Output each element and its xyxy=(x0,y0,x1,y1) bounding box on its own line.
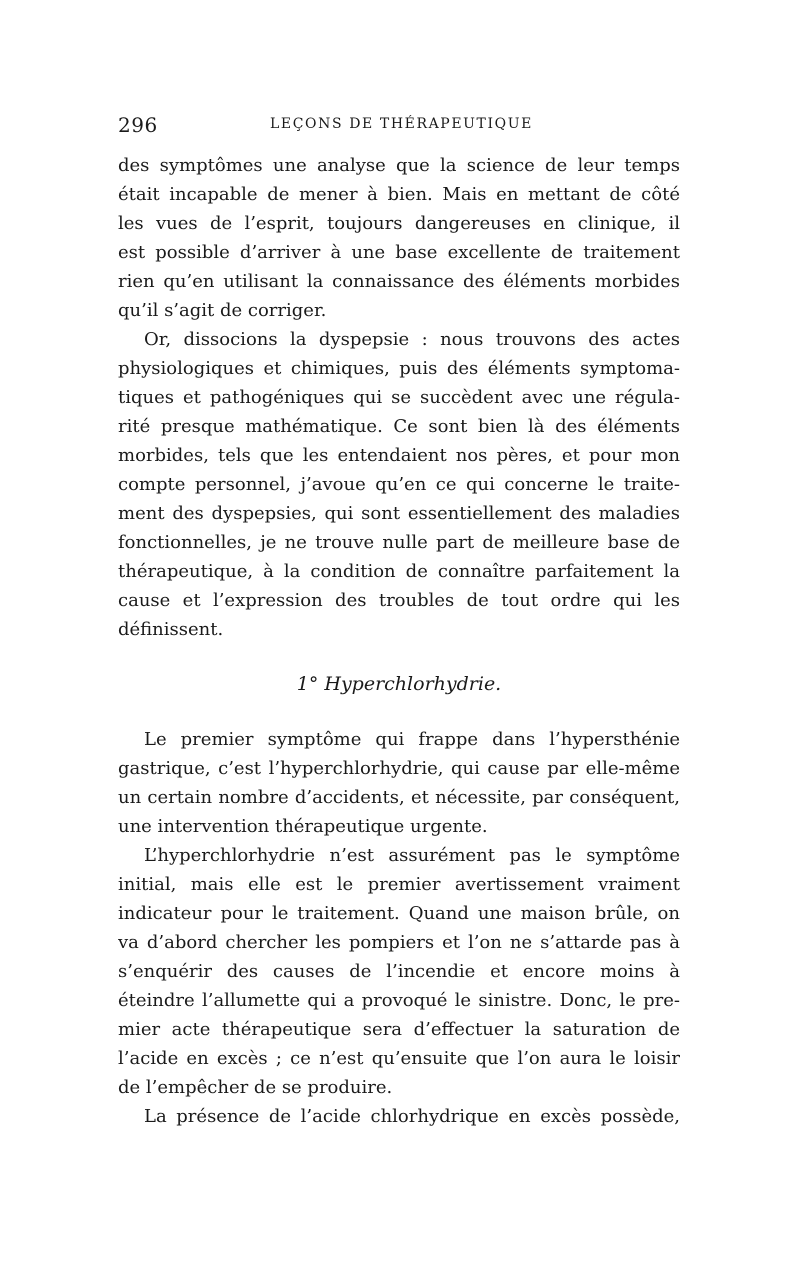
text-line: les vues de l’esprit, toujours dangereuses en clinique, il xyxy=(118,213,680,234)
text-line: compte personnel, j’avoue qu’en ce qui concerne le traite- xyxy=(118,474,680,495)
text-line: La présence de l’acide chlorhydrique en excès possède, xyxy=(144,1106,680,1127)
text-line: était incapable de mener à bien. Mais en mettant de côté xyxy=(118,184,680,205)
text-line: morbides, tels que les entendaient nos pères, et pour mon xyxy=(118,445,680,466)
text-line: Or, dissocions la dyspepsie : nous trouvons des actes xyxy=(144,329,680,350)
text-line: des symptômes une analyse que la science de leur temps xyxy=(118,155,680,176)
text-line: un certain nombre d’accidents, et nécessite, par conséquent, xyxy=(118,787,680,808)
text-line: ment des dyspepsies, qui sont essentiellement des maladies xyxy=(118,503,680,524)
paragraph xyxy=(118,1102,680,1131)
text-line: rien qu’en utilisant la connaissance des éléments morbides xyxy=(118,271,680,292)
paragraph xyxy=(118,325,680,644)
text-line: fonctionnelles, je ne trouve nulle part de meilleure base de xyxy=(118,532,680,553)
text-line: va d’abord chercher les pompiers et l’on ne s’attarde pas à xyxy=(118,932,680,953)
text-line: initial, mais elle est le premier avertissement vraiment xyxy=(118,874,680,895)
running-title: LEÇONS DE THÉRAPEUTIQUE xyxy=(270,116,533,132)
text-line: est possible d’arriver à une base excellente de traitement xyxy=(118,242,680,263)
page-number: 296 xyxy=(118,113,158,137)
text-line: rité presque mathématique. Ce sont bien là des éléments xyxy=(118,416,680,437)
body-text xyxy=(118,151,680,1131)
text-line: tiques et pathogéniques qui se succèdent avec une régula- xyxy=(118,387,680,408)
text-line: Le premier symptôme qui frappe dans l’hypersthénie xyxy=(144,729,680,750)
text-line: qu’il s’agit de corriger. xyxy=(118,300,327,321)
text-line: mier acte thérapeutique sera d’effectuer la saturation de xyxy=(118,1019,680,1040)
text-line: définissent. xyxy=(118,619,224,640)
text-line: de l’empêcher de se produire. xyxy=(118,1077,393,1098)
text-line: s’enquérir des causes de l’incendie et encore moins à xyxy=(118,961,680,982)
text-line: L’hyperchlorhydrie n’est assurément pas le symptôme xyxy=(144,845,680,866)
text-line: cause et l’expression des troubles de tout ordre qui les xyxy=(118,590,680,611)
paragraph xyxy=(118,841,680,1102)
text-line: l’acide en excès ; ce n’est qu’ensuite que l’on aura le loisir xyxy=(118,1048,680,1069)
text-line: thérapeutique, à la condition de connaître parfaitement la xyxy=(118,561,680,582)
running-head xyxy=(118,113,680,137)
text-line: gastrique, c’est l’hyperchlorhydrie, qui cause par elle-même xyxy=(118,758,680,779)
paragraph xyxy=(118,725,680,841)
section-heading: 1° Hyperchlorhydrie. xyxy=(296,673,502,695)
text-line: physiologiques et chimiques, puis des éléments symptoma- xyxy=(118,358,680,379)
text-line: éteindre l’allumette qui a provoqué le sinistre. Donc, le pre- xyxy=(118,990,680,1011)
text-line: indicateur pour le traitement. Quand une maison brûle, on xyxy=(118,903,680,924)
text-line: une intervention thérapeutique urgente. xyxy=(118,816,488,837)
paragraph xyxy=(118,151,680,325)
